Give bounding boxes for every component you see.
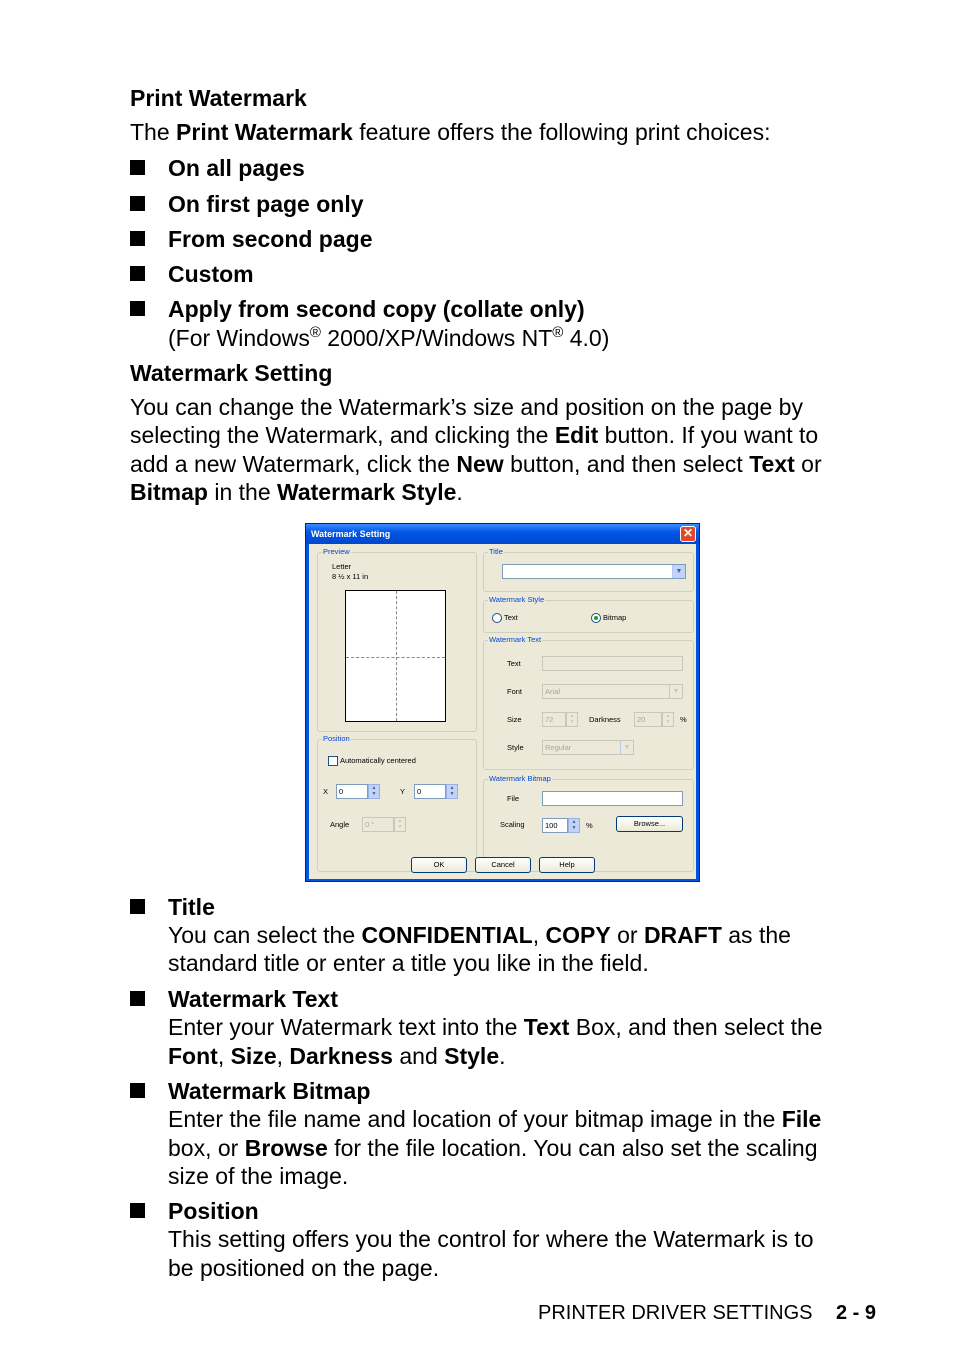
- y-input[interactable]: 0: [414, 784, 446, 799]
- size-label: Size: [507, 715, 522, 724]
- paragraph-line: You can change the Watermark’s size and position on the page by: [130, 394, 803, 420]
- preview-paper-name: Letter: [332, 562, 352, 571]
- size-input[interactable]: 72: [542, 712, 566, 727]
- darkness-label: Darkness: [589, 715, 621, 724]
- footer-page-number: 2 - 9: [836, 1302, 877, 1324]
- position-heading: Position: [168, 1198, 259, 1224]
- choice-from-second-page: From second page: [168, 226, 373, 252]
- choice-on-all-pages: On all pages: [168, 155, 305, 181]
- auto-center-label: Automatically centered: [340, 756, 416, 765]
- preview-paper-size: 8 ½ x 11 in: [332, 572, 369, 581]
- bullet-marker: [130, 1203, 145, 1218]
- bullet-marker: [130, 160, 145, 175]
- browse-button[interactable]: Browse...: [616, 816, 683, 832]
- bullet-marker: [130, 196, 145, 211]
- bitmap-desc-line: size of the image.: [168, 1163, 349, 1189]
- scaling-input[interactable]: 100: [542, 818, 568, 833]
- watermark-text-label: Watermark Text: [489, 635, 542, 644]
- angle-input[interactable]: 0 °: [362, 817, 394, 832]
- preview-group: [317, 547, 477, 732]
- choice-on-first-page: On first page only: [168, 191, 364, 217]
- dialog-title: Watermark Setting: [306, 524, 699, 544]
- watermark-bitmap-heading: Watermark Bitmap: [168, 1078, 371, 1104]
- heading-print-watermark: Print Watermark: [130, 85, 307, 111]
- y-label: Y: [400, 787, 406, 796]
- title-dropdown[interactable]: [502, 564, 686, 579]
- title-desc-line: standard title or enter a title you like in the field.: [168, 950, 649, 976]
- cancel-button[interactable]: Cancel: [475, 857, 531, 873]
- dialog-body: [309, 544, 696, 879]
- font-label: Font: [507, 687, 523, 696]
- style-text-label: Text: [504, 613, 518, 622]
- heading-watermark-setting: Watermark Setting: [130, 360, 333, 386]
- angle-label: Angle: [330, 820, 350, 829]
- bullet-marker: [130, 991, 145, 1006]
- title-group-label: Title: [489, 547, 503, 556]
- close-icon[interactable]: ✕: [680, 526, 696, 542]
- chevron-down-icon[interactable]: ▼: [672, 565, 685, 578]
- style-label: Style: [507, 743, 524, 752]
- preview-page: [345, 590, 446, 722]
- font-dropdown[interactable]: Arial ▼: [542, 684, 683, 699]
- ok-button[interactable]: OK: [411, 857, 467, 873]
- darkness-spinner[interactable]: ▲ ▼: [662, 712, 674, 727]
- scaling-spinner[interactable]: ▲ ▼: [568, 818, 580, 833]
- choice-custom: Custom: [168, 261, 254, 287]
- bitmap-desc-line: box, or Browse for the file location. You can also set the scaling: [168, 1135, 818, 1161]
- x-spinner[interactable]: ▲ ▼: [368, 784, 380, 799]
- file-input[interactable]: [542, 791, 683, 806]
- intro-paragraph: The Print Watermark feature offers the following print choices:: [130, 119, 771, 145]
- watermark-bitmap-label: Watermark Bitmap: [489, 774, 551, 783]
- watermark-text-group: [483, 635, 694, 770]
- title-heading: Title: [168, 894, 215, 920]
- watermark-setting-dialog: [305, 523, 700, 882]
- bitmap-desc-line: Enter the file name and location of your bitmap image in the File: [168, 1106, 822, 1132]
- bullet-marker: [130, 231, 145, 246]
- preview-horizontal-guide: [346, 657, 445, 658]
- x-label: X: [323, 787, 329, 796]
- style-bitmap-label: Bitmap: [603, 613, 627, 622]
- watermark-style-label: Watermark Style: [489, 595, 545, 604]
- bullet-marker: [130, 266, 145, 281]
- position-group-label: Position: [323, 734, 350, 743]
- y-spinner[interactable]: ▲ ▼: [446, 784, 458, 799]
- size-spinner[interactable]: ▲ ▼: [566, 712, 578, 727]
- chevron-down-icon[interactable]: ▼: [620, 741, 633, 754]
- windows-version-note: (For Windows® 2000/XP/Windows NT® 4.0): [168, 324, 610, 351]
- style-text-radio[interactable]: [492, 613, 502, 623]
- text-desc-line: Enter your Watermark text into the Text Box, and then select the: [168, 1014, 823, 1040]
- position-desc-line: This setting offers you the control for where the Watermark is to: [168, 1226, 814, 1252]
- choice-apply-second-copy: Apply from second copy (collate only): [168, 296, 585, 322]
- paragraph-line: add a new Watermark, click the New button, and then select Text or: [130, 451, 822, 477]
- bullet-marker: [130, 1083, 145, 1098]
- title-desc-line: You can select the CONFIDENTIAL, COPY or DRAFT as the: [168, 922, 791, 948]
- darkness-unit: %: [680, 715, 687, 724]
- paragraph-line: Bitmap in the Watermark Style.: [130, 479, 463, 505]
- auto-center-checkbox[interactable]: [328, 756, 338, 766]
- scaling-label: Scaling: [500, 820, 525, 829]
- chevron-down-icon[interactable]: ▼: [669, 685, 682, 698]
- angle-spinner[interactable]: ▲ ▼: [394, 817, 406, 832]
- style-dropdown[interactable]: Regular ▼: [542, 740, 634, 755]
- preview-group-label: Preview: [323, 547, 350, 556]
- scaling-unit: %: [586, 821, 593, 830]
- preview-vertical-guide: [396, 591, 397, 721]
- bullet-marker: [130, 899, 145, 914]
- x-input[interactable]: 0: [336, 784, 368, 799]
- bullet-marker: [130, 301, 145, 316]
- watermark-style-group: [483, 595, 694, 633]
- style-bitmap-radio[interactable]: [591, 613, 601, 623]
- text-desc-line: Font, Size, Darkness and Style.: [168, 1043, 506, 1069]
- darkness-input[interactable]: 20: [634, 712, 662, 727]
- watermark-text-heading: Watermark Text: [168, 986, 339, 1012]
- file-label: File: [507, 794, 520, 803]
- help-button[interactable]: Help: [539, 857, 595, 873]
- title-group: [483, 547, 694, 592]
- footer-section-title: PRINTER DRIVER SETTINGS: [538, 1302, 813, 1324]
- text-input[interactable]: [542, 656, 683, 671]
- position-group: [317, 734, 477, 872]
- position-desc-line: be positioned on the page.: [168, 1255, 440, 1281]
- paragraph-line: selecting the Watermark, and clicking the Edit button. If you want to: [130, 422, 819, 448]
- text-label: Text: [507, 659, 521, 668]
